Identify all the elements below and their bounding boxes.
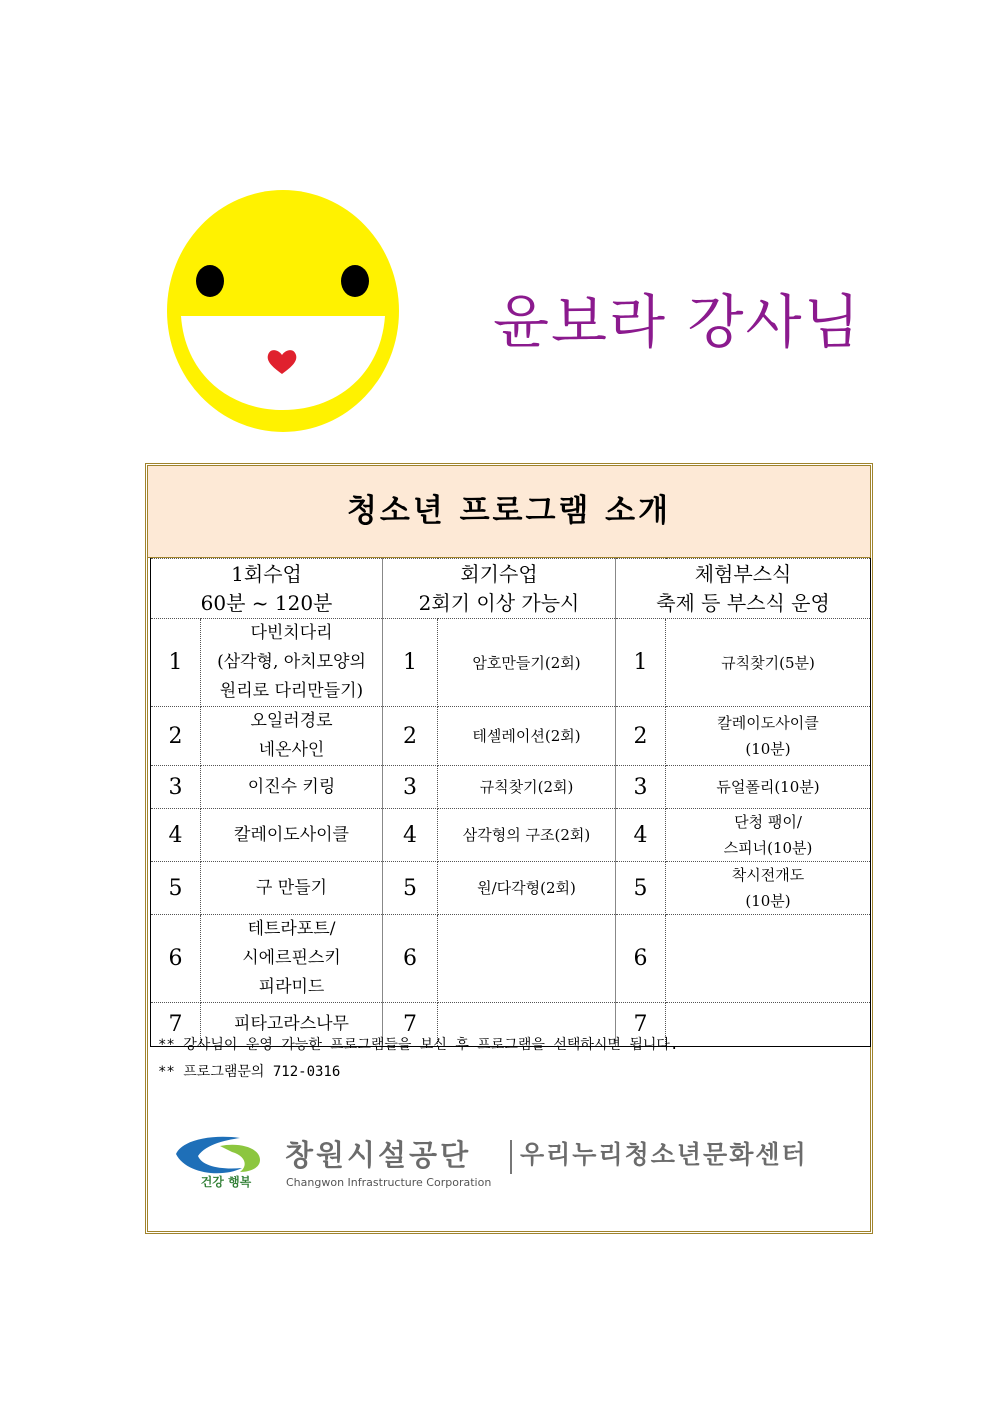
row-number: 6 [383, 915, 438, 1003]
note-line: ** 프로그램문의 712-0316 [158, 1064, 341, 1080]
table-row [151, 619, 871, 707]
svg-text:건강 행복: 건강 행복 [200, 1175, 252, 1189]
table-title: 청소년 프로그램 소개 [148, 466, 870, 558]
row-number: 1 [616, 619, 666, 707]
program-single-cell: 피타고라스나무 [201, 1003, 383, 1047]
logo-footer [168, 1130, 848, 1200]
program-session-cell: 규칙찾기(2회) [438, 766, 616, 809]
table-row [151, 862, 871, 915]
logo-english: Changwon Infrastructure Corporation [286, 1176, 492, 1189]
row-number: 5 [151, 862, 201, 915]
table-row [151, 707, 871, 766]
column-header-single: 1회수업 60분 ~ 120분 [151, 559, 383, 619]
row-number: 6 [151, 915, 201, 1003]
table-header-row [151, 559, 871, 619]
row-number: 3 [383, 766, 438, 809]
program-single-cell: 다빈치다리 (삼각형, 아치모양의 원리로 다리만들기) [201, 619, 383, 707]
row-number: 4 [383, 809, 438, 862]
row-number: 1 [383, 619, 438, 707]
notes [158, 1032, 858, 1086]
program-single-cell: 오일러경로 네온사인 [201, 707, 383, 766]
instructor-name: 윤보라 강사님 [493, 288, 862, 356]
program-session-cell: 삼각형의 구조(2회) [438, 809, 616, 862]
row-number: 3 [151, 766, 201, 809]
row-number: 4 [151, 809, 201, 862]
row-number: 2 [383, 707, 438, 766]
row-number: 6 [616, 915, 666, 1003]
program-frame [145, 463, 873, 1234]
column-header-session: 회기수업 2회기 이상 가능시 [383, 559, 616, 619]
program-booth-cell: 단청 팽이/ 스피너(10분) [666, 809, 871, 862]
program-session-cell [438, 915, 616, 1003]
table-row [151, 766, 871, 809]
program-table [150, 558, 871, 1047]
program-booth-cell: 듀얼폴리(10분) [666, 766, 871, 809]
program-single-cell: 칼레이도사이클 [201, 809, 383, 862]
row-number: 5 [383, 862, 438, 915]
table-row [151, 915, 871, 1003]
logo-name: 창원시설공단 [285, 1138, 472, 1172]
logo-divider [510, 1140, 512, 1174]
row-number: 4 [616, 809, 666, 862]
program-single-cell: 이진수 키링 [201, 766, 383, 809]
program-booth-cell: 착시전개도 (10분) [666, 862, 871, 915]
column-header-booth: 체험부스식 축제 등 부스식 운영 [616, 559, 871, 619]
note-line: ** 강사님이 운영 가능한 프로그램들을 보신 후 프로그램을 선택하시면 됩니다. [158, 1037, 679, 1053]
program-single-cell: 구 만들기 [201, 862, 383, 915]
row-number: 7 [151, 1003, 201, 1047]
program-single-cell: 테트라포트/ 시에르핀스키 피라미드 [201, 915, 383, 1003]
row-number: 3 [616, 766, 666, 809]
table-row [151, 809, 871, 862]
row-number: 2 [151, 707, 201, 766]
row-number: 1 [151, 619, 201, 707]
row-number: 5 [616, 862, 666, 915]
program-booth-cell: 칼레이도사이클 (10분) [666, 707, 871, 766]
program-session-cell: 암호만들기(2회) [438, 619, 616, 707]
row-number: 7 [383, 1003, 438, 1047]
program-session-cell: 원/다각형(2회) [438, 862, 616, 915]
program-booth-cell: 규칙찾기(5분) [666, 619, 871, 707]
smiley-face-icon [165, 188, 401, 434]
program-booth-cell [666, 915, 871, 1003]
changwon-logo-icon [168, 1134, 264, 1192]
logo-center-name: 우리누리청소년문화센터 [520, 1140, 808, 1169]
program-session-cell: 테셀레이션(2회) [438, 707, 616, 766]
row-number: 2 [616, 707, 666, 766]
row-number: 7 [616, 1003, 666, 1047]
